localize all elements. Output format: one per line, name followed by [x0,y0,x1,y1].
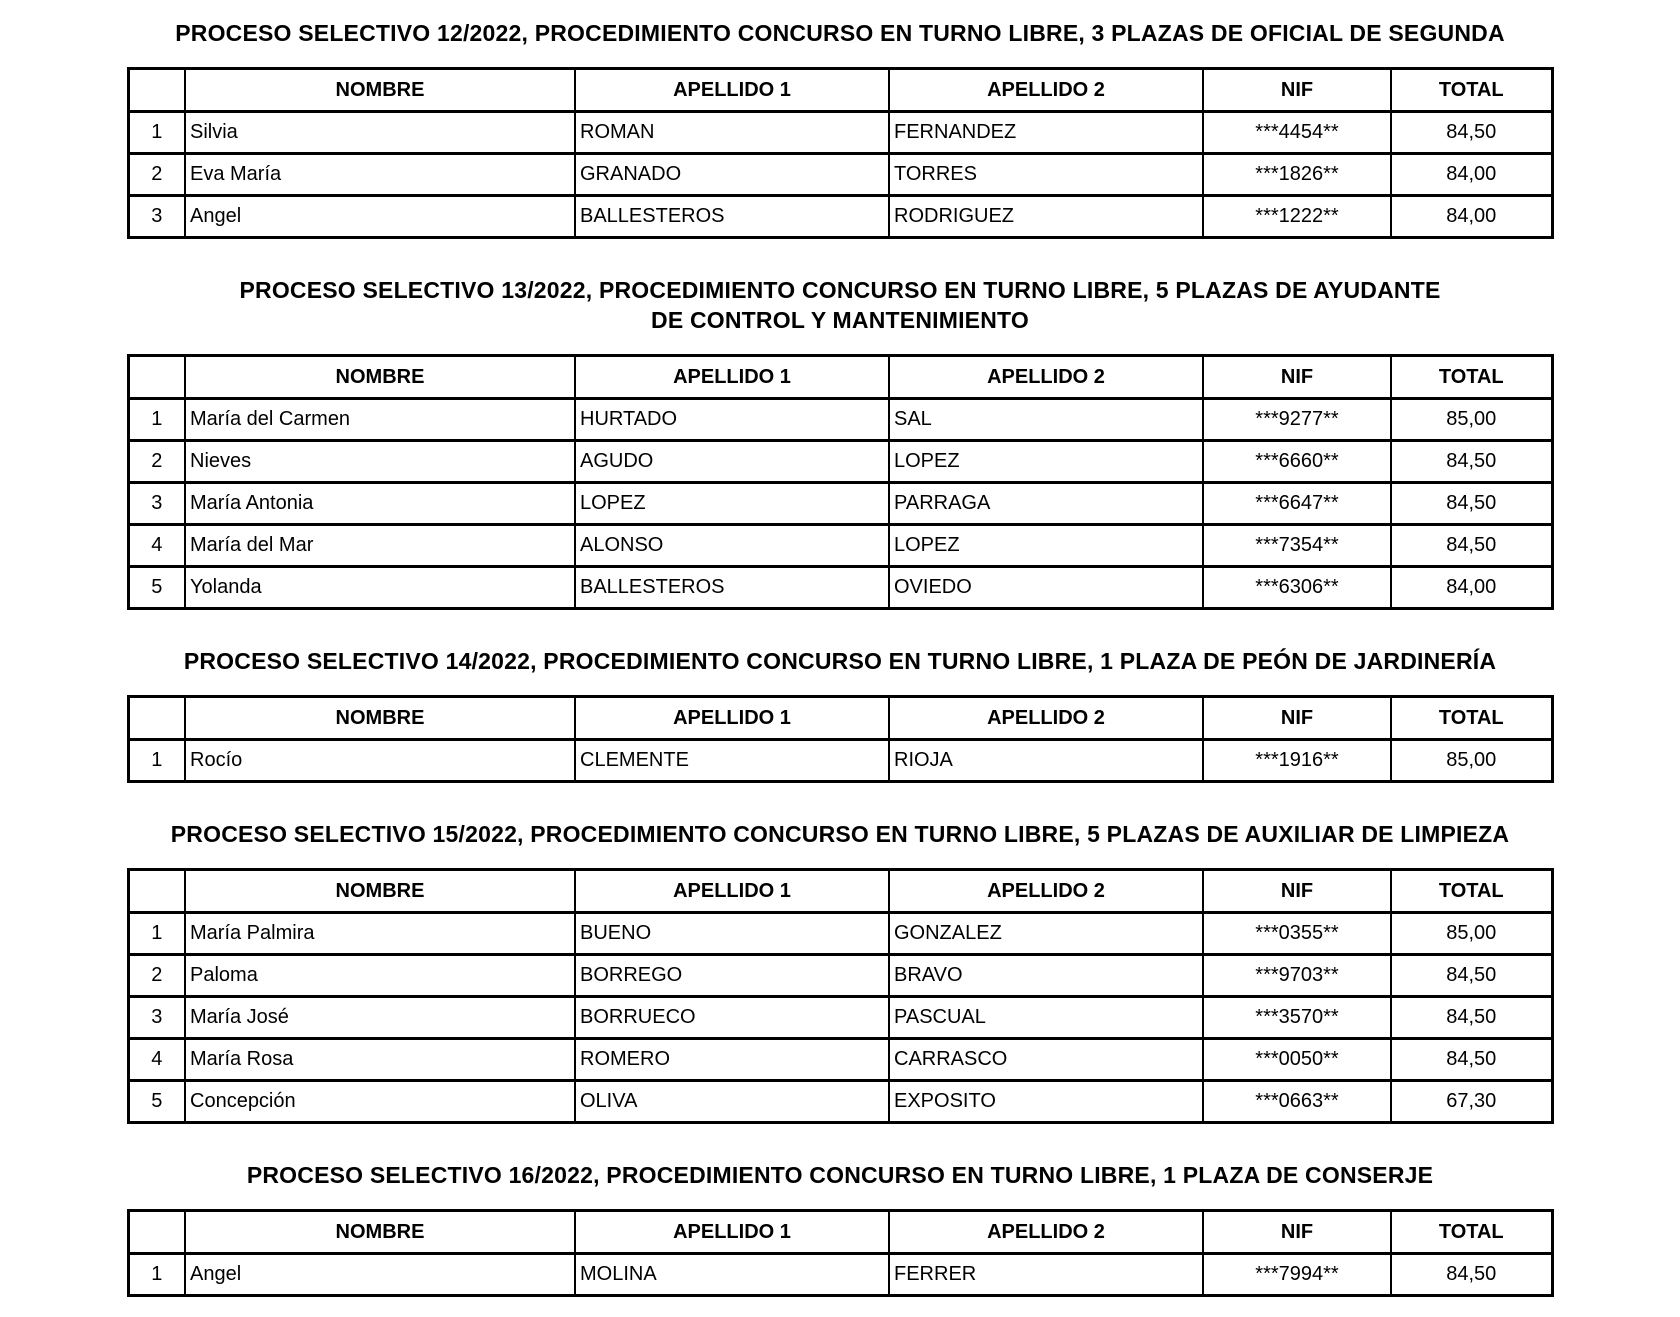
section-title-line: PROCESO SELECTIVO 12/2022, PROCEDIMIENTO CONCURSO EN TURNO LIBRE, 3 PLAZAS DE OFICIAL DE SEGUNDA [175,20,1505,46]
num-cell: 2 [128,154,185,196]
nif-cell: ***1222** [1203,196,1391,238]
apellido1-cell: BUENO [575,913,889,955]
nif-cell: ***6660** [1203,441,1391,483]
header-row [128,697,1552,740]
section-title-line: PROCESO SELECTIVO 13/2022, PROCEDIMIENTO CONCURSO EN TURNO LIBRE, 5 PLAZAS DE AYUDANTE [239,277,1441,303]
nif-cell: ***0663** [1203,1081,1391,1123]
nif-cell: ***1826** [1203,154,1391,196]
column-header-nif: NIF [1203,356,1391,399]
table-row [128,740,1552,782]
column-header-apellido1: APELLIDO 1 [575,69,889,112]
section-title-line: DE CONTROL Y MANTENIMIENTO [651,307,1029,333]
num-cell: 1 [128,740,185,782]
num-cell: 1 [128,1254,185,1296]
column-header-apellido1: APELLIDO 1 [575,356,889,399]
apellido1-cell: ROMERO [575,1039,889,1081]
nombre-cell: Angel [185,196,575,238]
num-cell: 4 [128,525,185,567]
apellido1-cell: MOLINA [575,1254,889,1296]
nombre-cell: Concepción [185,1081,575,1123]
column-header-total: TOTAL [1391,356,1552,399]
nif-cell: ***7354** [1203,525,1391,567]
table-row [128,1081,1552,1123]
total-cell: 67,30 [1391,1081,1552,1123]
table-row [128,196,1552,238]
nombre-cell: Eva María [185,154,575,196]
nombre-cell: Paloma [185,955,575,997]
column-header-total: TOTAL [1391,1211,1552,1254]
apellido2-cell: PASCUAL [889,997,1203,1039]
num-cell: 1 [128,112,185,154]
num-cell: 3 [128,997,185,1039]
apellido1-cell: BALLESTEROS [575,567,889,609]
nombre-cell: María Rosa [185,1039,575,1081]
results-table [127,1209,1554,1297]
nombre-cell: Rocío [185,740,575,782]
apellido1-cell: HURTADO [575,399,889,441]
total-cell: 85,00 [1391,399,1552,441]
column-header-nif: NIF [1203,870,1391,913]
nif-cell: ***0050** [1203,1039,1391,1081]
apellido2-cell: SAL [889,399,1203,441]
column-header-apellido1: APELLIDO 1 [575,697,889,740]
nif-cell: ***6306** [1203,567,1391,609]
results-table [127,695,1554,783]
selection-process-section [0,819,1680,1124]
nombre-cell: Yolanda [185,567,575,609]
section-title [100,819,1580,849]
apellido2-cell: TORRES [889,154,1203,196]
column-header-apellido2: APELLIDO 2 [889,870,1203,913]
total-cell: 84,50 [1391,1039,1552,1081]
table-row [128,112,1552,154]
table-row [128,399,1552,441]
num-cell: 5 [128,1081,185,1123]
column-header-nombre: NOMBRE [185,697,575,740]
apellido1-cell: BORRUECO [575,997,889,1039]
total-cell: 84,50 [1391,483,1552,525]
column-header-nif: NIF [1203,1211,1391,1254]
nif-cell: ***3570** [1203,997,1391,1039]
column-header-nombre: NOMBRE [185,1211,575,1254]
selection-process-section [0,646,1680,783]
apellido2-cell: EXPOSITO [889,1081,1203,1123]
total-cell: 84,50 [1391,1254,1552,1296]
num-cell: 1 [128,399,185,441]
header-row [128,1211,1552,1254]
column-header-apellido2: APELLIDO 2 [889,69,1203,112]
apellido1-cell: BALLESTEROS [575,196,889,238]
apellido2-cell: RIOJA [889,740,1203,782]
nif-cell: ***7994** [1203,1254,1391,1296]
header-row [128,870,1552,913]
apellido1-cell: ALONSO [575,525,889,567]
column-header-apellido2: APELLIDO 2 [889,1211,1203,1254]
nif-cell: ***1916** [1203,740,1391,782]
selection-process-section [0,275,1680,610]
table-row [128,1254,1552,1296]
num-cell: 3 [128,196,185,238]
section-title [100,18,1580,48]
apellido2-cell: PARRAGA [889,483,1203,525]
table-row [128,997,1552,1039]
section-title [100,646,1580,676]
nombre-cell: María del Carmen [185,399,575,441]
total-cell: 84,00 [1391,567,1552,609]
apellido1-cell: OLIVA [575,1081,889,1123]
num-cell: 4 [128,1039,185,1081]
nif-cell: ***9703** [1203,955,1391,997]
section-title-line: PROCESO SELECTIVO 14/2022, PROCEDIMIENTO CONCURSO EN TURNO LIBRE, 1 PLAZA DE PEÓN DE JARDINERÍA [183,648,1497,674]
nombre-cell: María José [185,997,575,1039]
column-header-nif: NIF [1203,69,1391,112]
num-cell: 1 [128,913,185,955]
column-header-nombre: NOMBRE [185,870,575,913]
table-row [128,483,1552,525]
total-cell: 84,50 [1391,525,1552,567]
nif-cell: ***0355** [1203,913,1391,955]
apellido1-cell: ROMAN [575,112,889,154]
section-title [100,275,1580,335]
apellido1-cell: BORREGO [575,955,889,997]
apellido2-cell: BRAVO [889,955,1203,997]
total-cell: 84,50 [1391,441,1552,483]
column-header-apellido1: APELLIDO 1 [575,1211,889,1254]
header-row [128,69,1552,112]
column-header-num [128,870,185,913]
column-header-num [128,697,185,740]
nombre-cell: Nieves [185,441,575,483]
table-row [128,955,1552,997]
results-table [127,354,1554,610]
apellido2-cell: OVIEDO [889,567,1203,609]
num-cell: 3 [128,483,185,525]
results-table [127,868,1554,1124]
nombre-cell: María Antonia [185,483,575,525]
table-row [128,525,1552,567]
section-title-line: PROCESO SELECTIVO 16/2022, PROCEDIMIENTO CONCURSO EN TURNO LIBRE, 1 PLAZA DE CONSERJE [246,1162,1434,1188]
nombre-cell: Silvia [185,112,575,154]
column-header-apellido1: APELLIDO 1 [575,870,889,913]
table-row [128,913,1552,955]
apellido2-cell: GONZALEZ [889,913,1203,955]
total-cell: 85,00 [1391,913,1552,955]
num-cell: 5 [128,567,185,609]
apellido1-cell: LOPEZ [575,483,889,525]
table-row [128,154,1552,196]
apellido2-cell: FERNANDEZ [889,112,1203,154]
apellido2-cell: RODRIGUEZ [889,196,1203,238]
column-header-apellido2: APELLIDO 2 [889,697,1203,740]
table-row [128,567,1552,609]
nif-cell: ***6647** [1203,483,1391,525]
column-header-num [128,69,185,112]
column-header-nombre: NOMBRE [185,69,575,112]
apellido2-cell: FERRER [889,1254,1203,1296]
selection-process-section [0,1160,1680,1297]
apellido2-cell: LOPEZ [889,441,1203,483]
nombre-cell: María Palmira [185,913,575,955]
total-cell: 84,50 [1391,112,1552,154]
apellido2-cell: CARRASCO [889,1039,1203,1081]
column-header-total: TOTAL [1391,69,1552,112]
total-cell: 84,50 [1391,997,1552,1039]
nif-cell: ***9277** [1203,399,1391,441]
column-header-nif: NIF [1203,697,1391,740]
column-header-num [128,1211,185,1254]
apellido1-cell: GRANADO [575,154,889,196]
results-table [127,67,1554,239]
header-row [128,356,1552,399]
column-header-total: TOTAL [1391,697,1552,740]
apellido1-cell: CLEMENTE [575,740,889,782]
num-cell: 2 [128,955,185,997]
nombre-cell: María del Mar [185,525,575,567]
column-header-total: TOTAL [1391,870,1552,913]
column-header-num [128,356,185,399]
apellido1-cell: AGUDO [575,441,889,483]
column-header-apellido2: APELLIDO 2 [889,356,1203,399]
table-row [128,1039,1552,1081]
total-cell: 84,00 [1391,154,1552,196]
table-row [128,441,1552,483]
section-title-line: PROCESO SELECTIVO 15/2022, PROCEDIMIENTO CONCURSO EN TURNO LIBRE, 5 PLAZAS DE AUXILIAR DE LIMPIEZA [170,821,1510,847]
num-cell: 2 [128,441,185,483]
apellido2-cell: LOPEZ [889,525,1203,567]
section-title [100,1160,1580,1190]
selection-process-section [0,18,1680,239]
nombre-cell: Angel [185,1254,575,1296]
column-header-nombre: NOMBRE [185,356,575,399]
total-cell: 84,50 [1391,955,1552,997]
total-cell: 85,00 [1391,740,1552,782]
nif-cell: ***4454** [1203,112,1391,154]
total-cell: 84,00 [1391,196,1552,238]
